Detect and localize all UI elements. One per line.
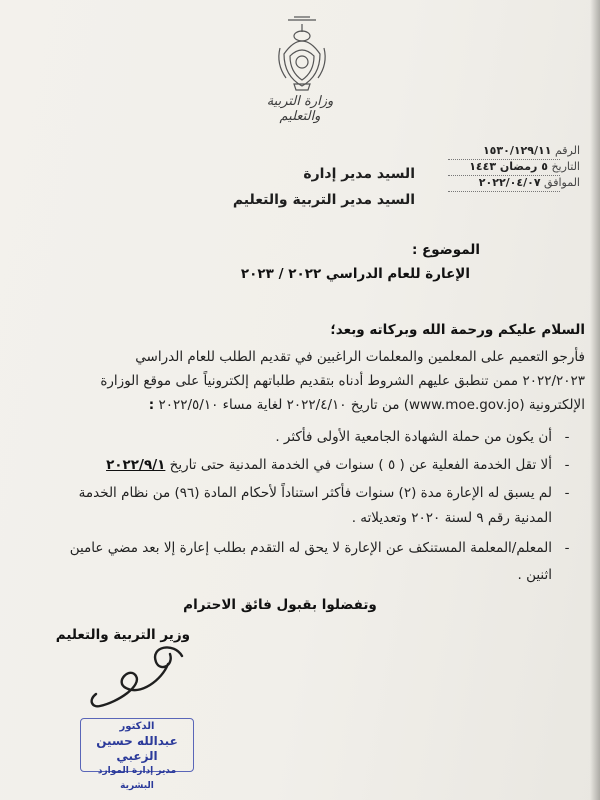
stamp-line-1: الدكتور xyxy=(119,721,155,732)
signatory-title: وزير التربية والتعليم xyxy=(55,627,190,643)
stamp-line-2: عبدالله حسين الزعبي xyxy=(96,734,178,763)
reference-number-value: ١٥٣٠/١٢٩/١١ xyxy=(482,144,552,157)
bullet-dash: - xyxy=(564,457,570,473)
subject-text: الإعارة للعام الدراسي ٢٠٢٢ / ٢٠٢٣ xyxy=(240,266,470,282)
corresponding-label: الموافق xyxy=(544,176,580,189)
condition-item-3 xyxy=(14,482,574,504)
subject-label: الموضوع : xyxy=(411,242,480,258)
jordan-crest-icon xyxy=(274,14,330,94)
greeting: السلام عليكم ورحمة الله وبركاته وبعد؛ xyxy=(330,322,585,338)
official-stamp xyxy=(80,718,194,791)
date-gregorian-value: ٢٠٢٢/٠٤/٠٧ xyxy=(478,176,541,189)
closing-line: وتفضلوا بقبول فائق الاحترام xyxy=(183,597,377,613)
paragraph-line-3 xyxy=(14,394,585,416)
date-hijri-value: ٥ رمضان ١٤٤٣ xyxy=(469,160,548,173)
reference-number-label: الرقم xyxy=(554,144,580,157)
condition-item-3-continuation: المدنية رقم ٩ لسنة ٢٠٢٠ وتعديلاته . xyxy=(351,510,552,526)
addressee-line-2: السيد مدير التربية والتعليم xyxy=(232,192,415,208)
paragraph-line-1: فأرجو التعميم على المعلمين والمعلمات الراغبين في تقديم الطلب للعام الدراسي xyxy=(135,349,585,365)
corresponding-dotted-line xyxy=(448,191,560,192)
paragraph-line-3-colon: : xyxy=(148,397,155,413)
handwritten-signature-icon xyxy=(70,636,200,716)
bullet-dash: - xyxy=(564,429,570,445)
paragraph-line-3-text: الإلكترونية (www.moe.gov.jo) من تاريخ ٢٠٢٢/٤/١٠ لغاية مساء ٢٠٢٢/٥/١٠ xyxy=(158,397,585,413)
paragraph-line-2: ٢٠٢٢/٢٠٢٣ ممن تنطبق عليهم الشروط أدناه بتقديم طلباتهم إلكترونياً على موقع الوزارة xyxy=(100,373,585,389)
ministry-name: وزارة التربية والتعليم xyxy=(266,94,334,124)
stamp-line-3: مدير إدارة الموارد البشرية xyxy=(97,766,177,791)
addressee-line-1: السيد مدير إدارة xyxy=(303,166,415,182)
condition-item-4-continuation: اثنين . xyxy=(517,567,552,583)
condition-2-date: ٢٠٢٢/٩/١ xyxy=(106,457,166,473)
condition-3-text: لم يسبق له الإعارة مدة (٢) سنوات فأكثر استناداً لأحكام المادة (٩٦) من نظام الخدمة xyxy=(78,485,552,501)
condition-4-text: المعلم/المعلمة المستنكف عن الإعارة لا يحق له التقدم بطلب إعارة إلا بعد مضي عامين xyxy=(69,540,552,556)
date-row xyxy=(430,160,580,173)
condition-item-4 xyxy=(14,537,574,559)
bullet-dash: - xyxy=(564,485,570,501)
condition-2-text: ألا تقل الخدمة الفعلية عن ( ٥ ) سنوات في الخدمة المدنية حتى تاريخ xyxy=(169,457,552,473)
condition-item-2 xyxy=(14,454,574,476)
condition-item-1 xyxy=(14,426,574,448)
corresponding-row xyxy=(430,176,580,189)
page-edge-shadow xyxy=(590,0,600,800)
condition-1-text: أن يكون من حملة الشهادة الجامعية الأولى فأكثر . xyxy=(275,429,552,445)
reference-number-row xyxy=(430,144,580,157)
date-label: التاريخ xyxy=(551,160,580,173)
bullet-dash: - xyxy=(564,540,570,556)
